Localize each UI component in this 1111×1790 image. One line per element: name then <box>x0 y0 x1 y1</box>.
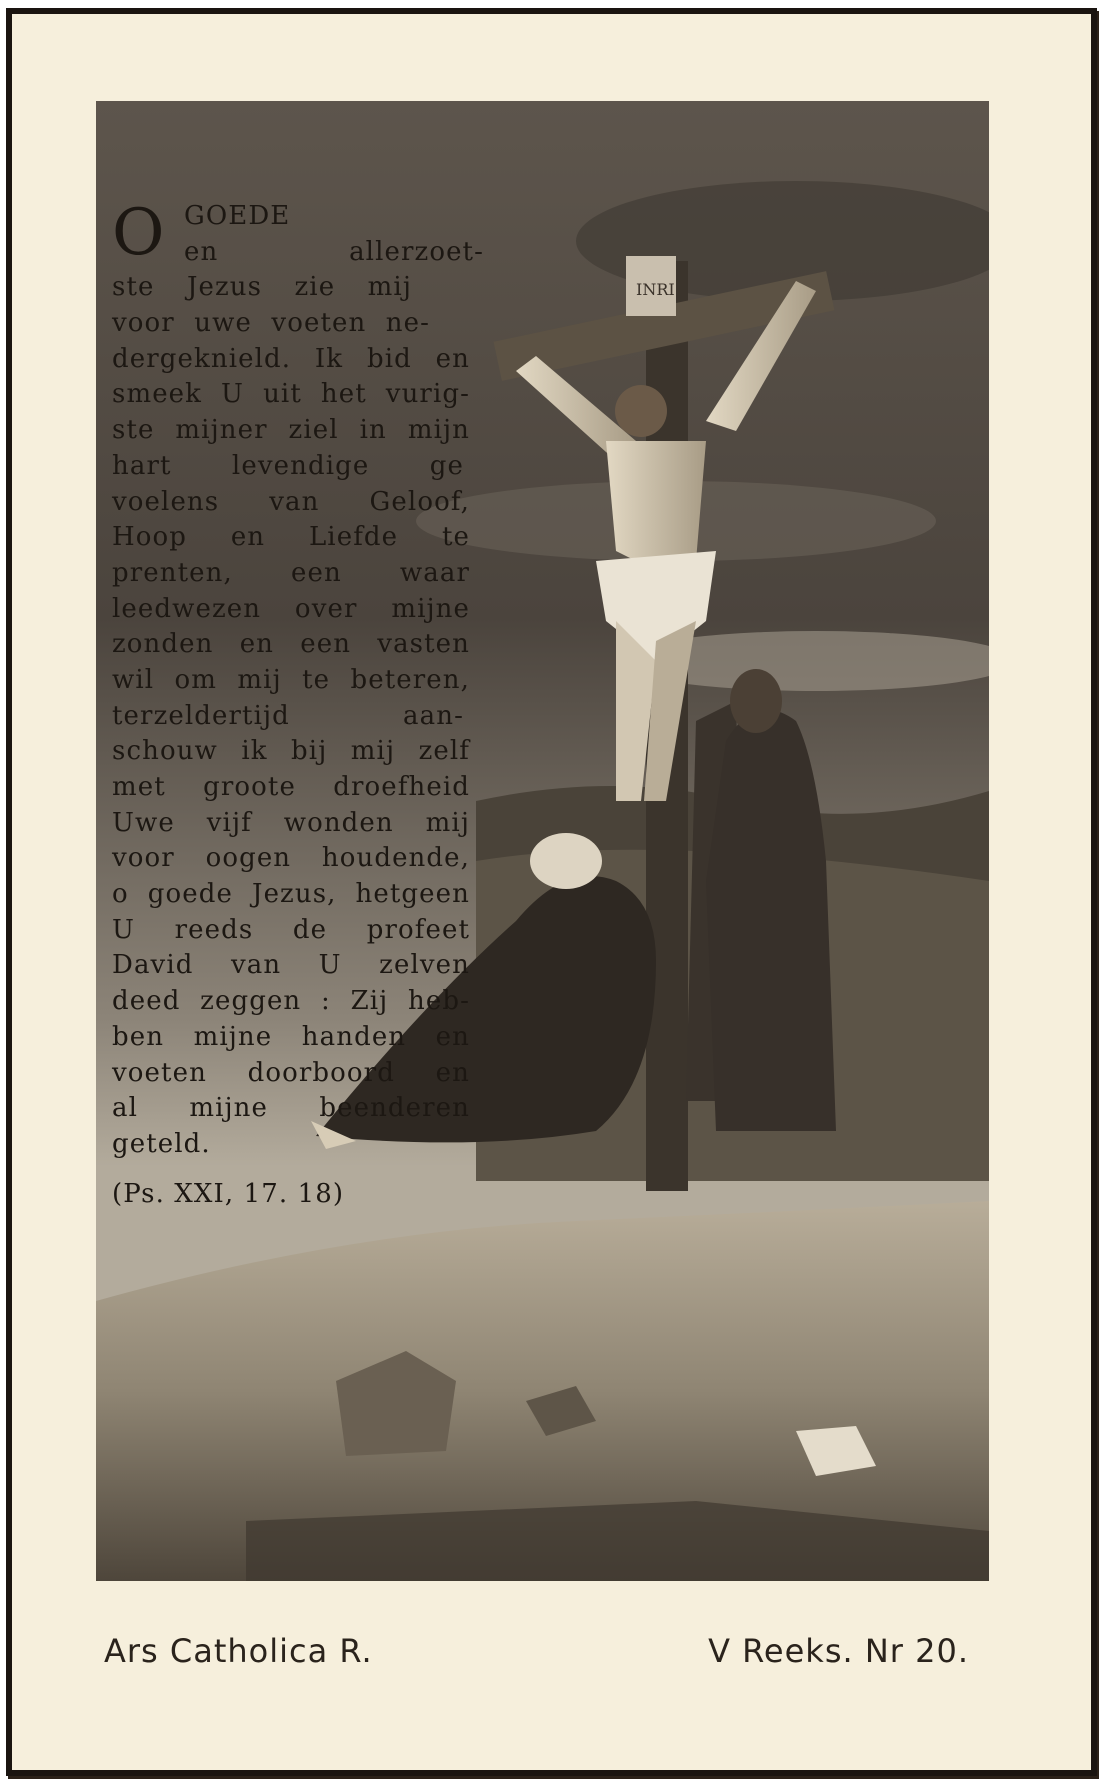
prayer-line: voelens van Geloof, <box>112 486 470 517</box>
prayer-line: Hoop en Liefde te <box>112 522 470 553</box>
inri-sign: INRI <box>636 280 675 299</box>
prayer-line: U reeds de profeet <box>112 914 470 945</box>
psalm-reference: (Ps. XXI, 17. 18) <box>112 1178 345 1209</box>
prayer-line: smeek U uit het vurig- <box>112 379 470 410</box>
prayer-line: deed zeggen : Zij heb- <box>112 986 470 1017</box>
prayer-line: Uwe vijf wonden mij <box>112 807 470 838</box>
prayer-line: terzeldertijd aan- <box>112 700 464 731</box>
prayer-line: ben mijne handen en <box>112 1021 470 1052</box>
prayer-line: en allerzoet- <box>184 236 484 267</box>
prayer-line: David van U zelven <box>112 950 470 981</box>
prayer-text <box>112 196 484 1212</box>
prayer-line: zonden en een vasten <box>112 629 470 660</box>
prayer-line: wil om mij te beteren, <box>112 664 470 695</box>
prayer-line: leedwezen over mijne <box>112 593 470 624</box>
publisher-label: Ars Catholica R. <box>104 1632 373 1670</box>
prayer-card <box>6 8 1097 1776</box>
prayer-line: ste Jezus zie mij <box>112 272 412 303</box>
series-number: V Reeks. Nr 20. <box>708 1632 969 1670</box>
prayer-line: prenten, een waar <box>112 557 470 588</box>
prayer-line: dergeknield. Ik bid en <box>112 343 470 374</box>
prayer-line: ste mijner ziel in mijn <box>112 415 470 446</box>
prayer-line: GOEDE <box>184 201 291 231</box>
prayer-line: o goede Jezus, hetgeen <box>112 879 470 910</box>
prayer-line: met groote droefheid <box>112 772 470 802</box>
prayer-line: voeten doorboord en <box>112 1057 470 1088</box>
prayer-line: voor uwe voeten ne- <box>112 308 430 339</box>
prayer-line: hart levendige ge <box>112 450 464 481</box>
drop-cap: O <box>112 196 166 270</box>
prayer-line: geteld. <box>112 1128 211 1159</box>
prayer-line: al mijne beenderen <box>112 1093 470 1124</box>
prayer-line: schouw ik bij mij zelf <box>112 736 470 767</box>
prayer-line: voor oogen houdende, <box>112 843 470 874</box>
